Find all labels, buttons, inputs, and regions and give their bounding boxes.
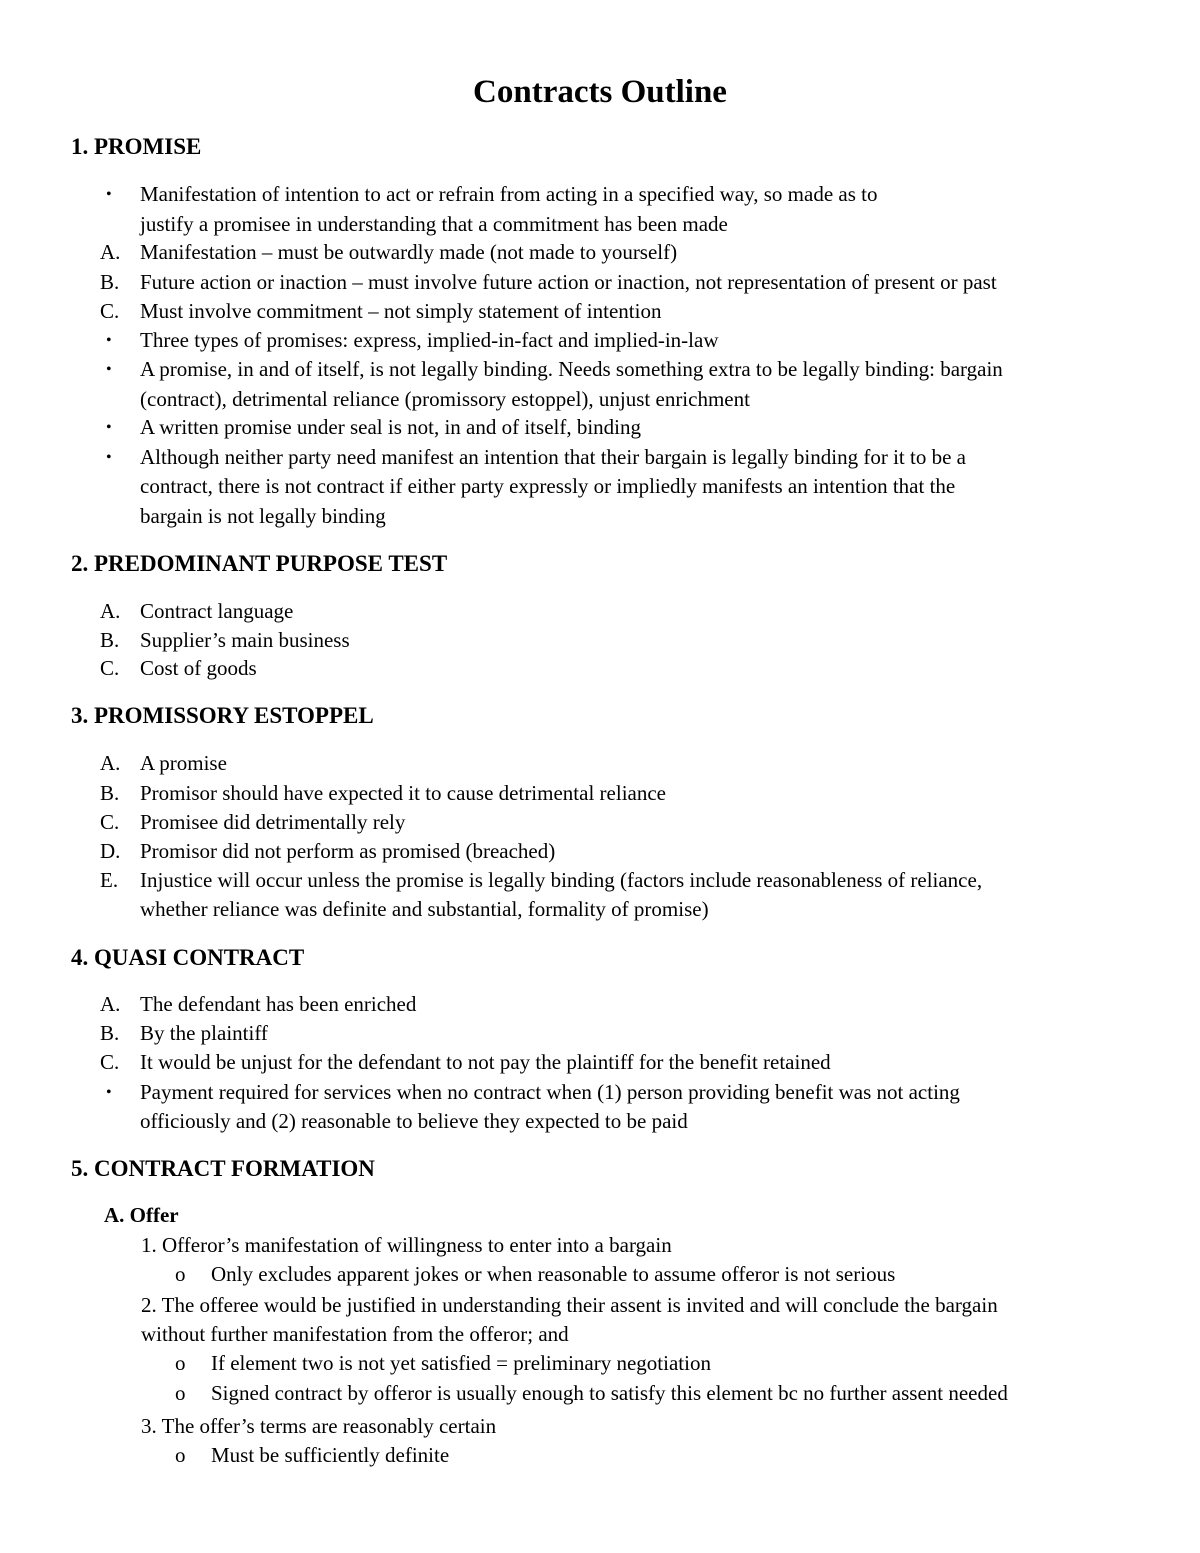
list-item-text: (contract), detrimental reliance (promissory estoppel), unjust enrichment [140,386,750,411]
list-item-text: Future action or inaction – must involve future action or inaction, not representation of present or past [140,269,997,294]
circle-bullet-marker: o [175,1351,186,1375]
list-item-text: Promisor did not perform as promised (breached) [140,839,556,863]
letter-marker: C. [100,809,120,834]
list-item-text: A promise [140,751,227,775]
letter-marker: B. [100,1020,120,1045]
list-item-text: Payment required for services when no contract when (1) person providing benefit was not acting [140,1080,960,1104]
section-heading-promise: 1. PROMISE [71,134,202,159]
circle-bullet-marker: o [175,1381,186,1405]
list-item-text: Manifestation of intention to act or refrain from acting in a specified way, so made as to [140,182,878,206]
section-heading-contract-formation: 5. CONTRACT FORMATION [71,1156,375,1181]
letter-marker: B. [100,780,120,805]
document-title: Contracts Outline [473,74,727,110]
circle-bullet-marker: o [175,1262,186,1286]
list-item-text: By the plaintiff [140,1020,268,1045]
letter-marker: C. [100,299,120,323]
list-item-text: Cost of goods [140,656,257,680]
list-item-text: Supplier’s main business [140,627,350,652]
circle-list-item-text: Must be sufficiently definite [211,1443,450,1467]
list-item-text: Contract language [140,599,294,623]
list-item-text: Injustice will occur unless the promise is legally binding (factors include reasonableness of reliance, [140,868,983,892]
circle-list-item-text: If element two is not yet satisfied = preliminary negotiation [211,1351,711,1375]
list-item-text: whether reliance was definite and substantial, formality of promise) [140,897,709,921]
section-heading-predominant-purpose: 2. PREDOMINANT PURPOSE TEST [71,551,448,576]
letter-marker: D. [100,839,121,863]
bullet-marker: • [106,449,112,466]
list-item-text: justify a promisee in understanding that a commitment has been made [140,211,728,236]
list-item-text: Must involve commitment – not simply statement of intention [140,299,662,323]
bullet-marker: • [106,332,112,349]
list-item-text: It would be unjust for the defendant to not pay the plaintiff for the benefit retained [140,1050,831,1074]
list-item-text: Although neither party need manifest an intention that their bargain is legally binding for it to be a [140,445,966,469]
letter-marker: C. [100,1050,120,1074]
letter-marker: E. [100,868,119,892]
letter-marker: B. [100,627,120,652]
list-item-text: contract, there is not contract if either party expressly or impliedly manifests an intention that the [140,474,956,498]
list-item-text: A written promise under seal is not, in and of itself, binding [140,415,642,439]
sub-heading-offer: A. Offer [104,1203,179,1227]
circle-bullet-marker: o [175,1443,186,1467]
list-item-text: Three types of promises: express, implied-in-fact and implied-in-law [140,328,719,352]
numbered-item-continuation: without further manifestation from the offeror; and [141,1322,569,1346]
list-item-text: Promisor should have expected it to cause detrimental reliance [140,780,666,805]
letter-marker: A. [100,240,121,264]
letter-marker: C. [100,656,120,680]
list-item-text: The defendant has been enriched [140,992,417,1016]
section-heading-promissory-estoppel: 3. PROMISSORY ESTOPPEL [71,703,374,728]
list-item-text: Manifestation – must be outwardly made (not made to yourself) [140,240,678,264]
list-item-text: officiously and (2) reasonable to believe they expected to be paid [140,1108,688,1133]
bullet-marker: • [106,361,112,378]
letter-marker: A. [100,599,121,623]
section-heading-quasi-contract: 4. QUASI CONTRACT [71,945,305,970]
bullet-marker: • [106,419,112,436]
letter-marker: A. [100,751,121,775]
list-item-text: A promise, in and of itself, is not legally binding. Needs something extra to be legally binding: bargain [140,357,1003,381]
list-item-text: bargain is not legally binding [140,503,386,528]
letter-marker: A. [100,992,121,1016]
list-item-text: Promisee did detrimentally rely [140,809,406,834]
circle-list-item-text: Signed contract by offeror is usually enough to satisfy this element bc no further assent needed [211,1381,1008,1405]
bullet-marker: • [106,1084,112,1101]
numbered-item: 3. The offer’s terms are reasonably certain [141,1414,497,1438]
letter-marker: B. [100,269,120,294]
circle-list-item-text: Only excludes apparent jokes or when reasonable to assume offeror is not serious [211,1262,896,1286]
bullet-marker: • [106,186,112,203]
numbered-item: 1. Offeror’s manifestation of willingness to enter into a bargain [141,1233,672,1257]
numbered-item: 2. The offeree would be justified in understanding their assent is invited and will conclude the bargain [141,1293,998,1317]
